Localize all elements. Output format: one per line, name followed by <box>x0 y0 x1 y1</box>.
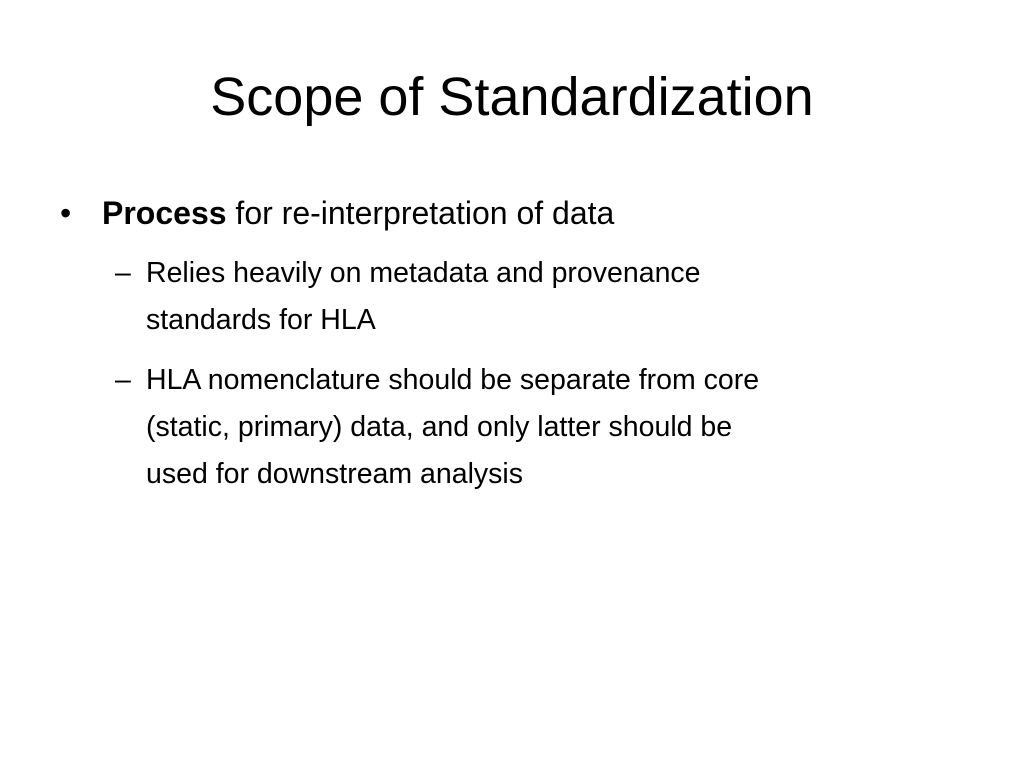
bullet-rest-text: for re-interpretation of data <box>226 195 615 231</box>
bullet-bold-term: Process <box>102 195 227 231</box>
sub-bullet-line: used for downstream analysis <box>146 458 524 490</box>
bullet-text <box>102 191 942 235</box>
sub-bullet-line: (static, primary) data, and only latter should be <box>146 411 733 443</box>
sub-bullet-marker: – <box>115 257 131 289</box>
bullet-marker: • <box>60 195 72 231</box>
sub-bullet-marker: – <box>115 364 131 396</box>
sub-bullet-text <box>146 357 946 498</box>
slide-title: Scope of Standardization <box>210 67 814 127</box>
sub-bullet-line: HLA nomenclature should be separate from core <box>146 364 760 396</box>
sub-bullet-text <box>146 250 946 344</box>
sub-bullet-line: standards for HLA <box>146 304 376 336</box>
sub-bullet-line: Relies heavily on metadata and provenance <box>146 257 701 289</box>
